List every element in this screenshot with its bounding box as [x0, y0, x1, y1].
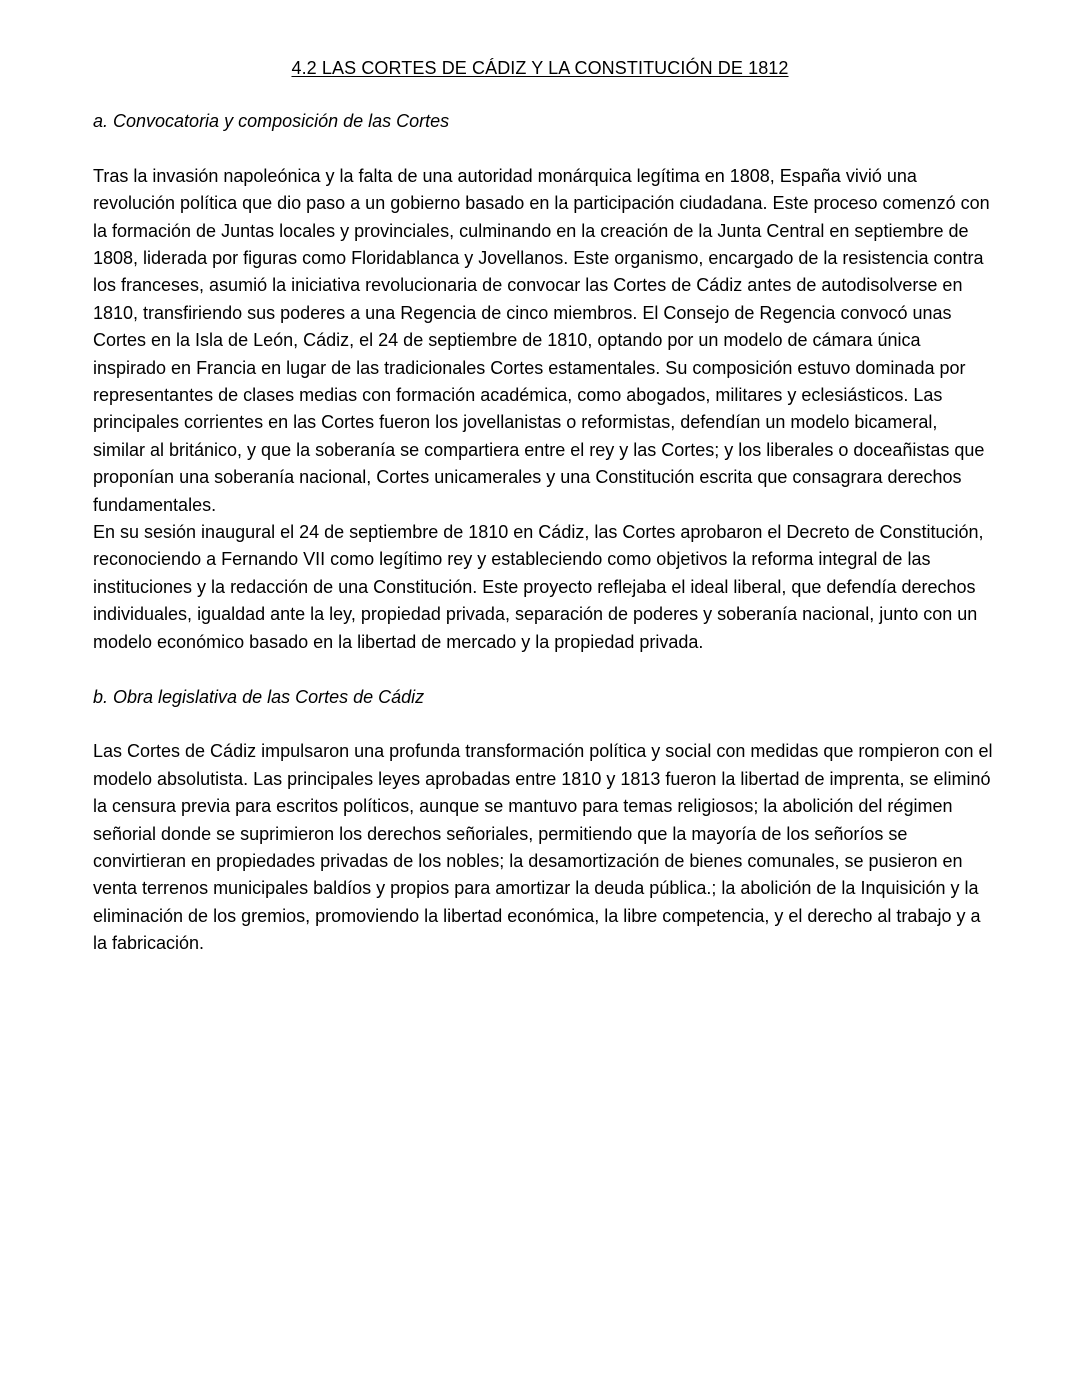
section-b-heading: b. Obra legislativa de las Cortes de Cádiz [93, 686, 425, 707]
document-title: 4.2 LAS CORTES DE CÁDIZ Y LA CONSTITUCIÓN DE 1812 [291, 58, 789, 78]
section-a-paragraph-1: Tras la invasión napoleónica y la falta de una autoridad monárquica legítima en 1808, España vivió una revolución política que dio paso a un gobierno basado en la participación ciudadana. Este proceso comenzó con la formación de Juntas locales y provinciales, culminando en la creación de la Junta Central en septiembre de 1808, liderada por figuras como Floridablanca y Jovellanos. Este organismo, encargado de la resistencia contra los franceses, asumió la iniciativa revolucionaria de convocar las Cortes de Cádiz antes de autodisolverse en 1810, transfiriendo sus poderes a una Regencia de cinco miembros. El Consejo de Regencia convocó unas Cortes en la Isla de León, Cádiz, el 24 de septiembre de 1810, optando por un modelo de cámara única inspirado en Francia en lugar de las tradicionales Cortes estamentales. Su composición estuvo dominada por representantes de clases medias con formación académica, como abogados, militares y eclesiásticos. Las principales corrientes en las Cortes fueron los jovellanistas o reformistas, defendían un modelo bicameral, similar al británico, y que la soberanía se compartiera entre el rey y las Cortes; y los liberales o doceañistas que proponían una soberanía nacional, Cortes unicamerales y una Constitución escrita que consagrara derechos fundamentales. [93, 165, 990, 515]
document-body [93, 108, 993, 958]
blank-line [93, 135, 993, 162]
blank-line [93, 711, 993, 738]
section-b-paragraph-1: Las Cortes de Cádiz impulsaron una profunda transformación política y social con medidas que rompieron con el modelo absolutista. Las principales leyes aprobadas entre 1810 y 1813 fueron la libertad de imprenta, se eliminó la censura previa para escritos políticos, aunque se mantuvo para temas religiosos; la abolición del régimen señorial donde se suprimieron los derechos señoriales, permitiendo que la mayoría de los señoríos se convirtieran en propiedades privadas de los nobles; la desamortización de bienes comunales, se pusieron en venta terrenos municipales baldíos y propios para amortizar la deuda pública.; la abolición de la Inquisición y la eliminación de los gremios, promoviendo la libertad económica, la libre competencia, y el derecho al trabajo y a la fabricación. [93, 741, 993, 954]
section-a-heading: a. Convocatoria y composición de las Cortes [93, 111, 450, 131]
blank-line [93, 656, 993, 683]
section-a-paragraph-2: En su sesión inaugural el 24 de septiembre de 1810 en Cádiz, las Cortes aprobaron el Decreto de Constitución, reconociendo a Fernando VII como legítimo rey y estableciendo como objetivos la reforma integral de las instituciones y la redacción de una Constitución. Este proyecto reflejaba el ideal liberal, que defendía derechos individuales, igualdad ante la ley, propiedad privada, separación de poderes y soberanía nacional, junto con un modelo económico basado en la libertad de mercado y la propiedad privada. [93, 522, 984, 652]
